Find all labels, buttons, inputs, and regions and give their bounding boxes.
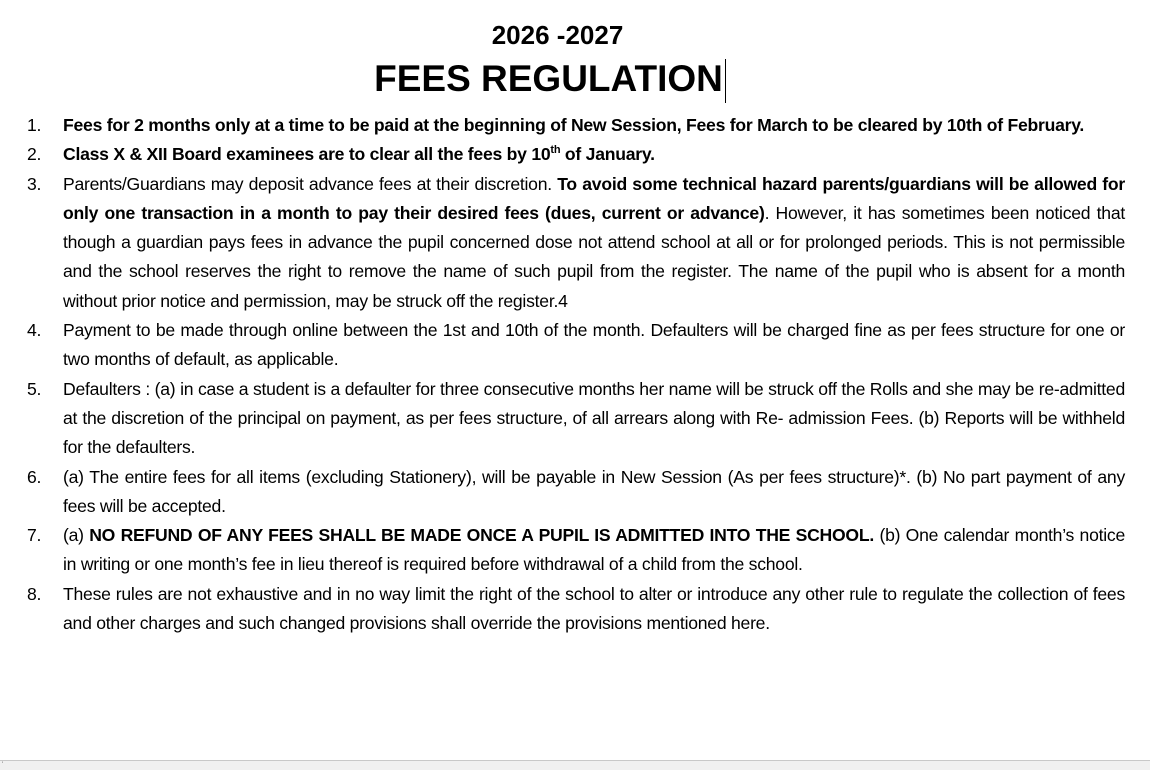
rule-text: Defaulters : (a) in case a student is a defaulter for three consecutive months her name will be struck off the Rolls and she may be re-admitted at the discretion of the principal on payment, as per fees structure, of all arrears along with Re- admission Fees. (b) Reports will be withheld for the defaulters.	[63, 378, 1125, 458]
rule-item	[27, 463, 1125, 522]
rule-number: 4.	[27, 320, 42, 341]
rules-list	[0, 111, 1125, 638]
rule-text: These rules are not exhaustive and in no way limit the right of the school to alter or introduce any other rule to regulate the collection of fees and other charges and such changed provisions shall override the provisions mentioned here.	[63, 583, 1125, 634]
rule-number: 8.	[27, 583, 42, 604]
status-mark: '	[2, 762, 4, 768]
rule-number: 7.	[27, 525, 42, 546]
rule-text-bold: Fees for 2 months only at a time to be paid at the beginning of New Session, Fees for March to be cleared by 10th of February.	[63, 115, 1085, 135]
rule-number: 1.	[27, 115, 42, 135]
document-title	[0, 58, 1100, 103]
rule-item	[27, 316, 1125, 375]
rule-text: Payment to be made through online between the 1st and 10th of the month. Defaulters will be charged fine as per fees structure for one or two months of default, as applicable.	[63, 320, 1125, 370]
rule-item	[27, 170, 1125, 316]
document-year: 2026 -2027	[491, 20, 624, 50]
rule-number: 6.	[27, 466, 42, 487]
rule-text-bold: of January.	[560, 144, 655, 165]
rule-item	[27, 580, 1125, 639]
rule-number: 3.	[27, 173, 42, 194]
rule-item	[27, 111, 1125, 140]
rule-text: Parents/Guardians may deposit advance fees at their discretion.	[63, 173, 558, 194]
text-cursor	[725, 59, 726, 103]
rule-item	[27, 521, 1126, 580]
rule-number: 2.	[27, 144, 42, 165]
rule-text: (b) One calendar month’s notice in writing or one month’s fee in lieu thereof is required before withdrawal of a child from the school.	[63, 525, 1126, 575]
rule-text-bold: NO REFUND OF ANY FEES SHALL BE MADE ONCE A PUPIL IS ADMITTED INTO THE SCHOOL.	[89, 525, 874, 546]
rule-text-bold: Class X & XII Board examinees are to clear all the fees by 10	[63, 144, 551, 165]
rule-text: (a) The entire fees for all items (excluding Stationery), will be payable in New Session (As per fees structure)*. (b) No part payment of any fees will be accepted.	[63, 466, 1125, 516]
rule-item	[27, 375, 1125, 463]
rule-text-bold: To avoid some technical hazard parents/guardians will be allowed for only one transaction in a month to pay their desired fees (dues, current or advance)	[63, 173, 1125, 223]
rule-text: (a)	[63, 525, 90, 546]
rule-number: 5.	[27, 378, 42, 399]
rule-text-bold: th	[550, 144, 561, 157]
title-text: FEES REGULATION	[374, 58, 723, 99]
rule-text: . However, it has sometimes been noticed that though a guardian pays fees in advance the pupil concerned dose not attend school at all or for prolonged periods. This is not permissible and the school reserves the right to remove the name of such pupil from the register. The name of the pupil who is absent for a month without prior notice and permission, may be struck off the register.4	[63, 202, 1125, 311]
rule-item	[27, 140, 1125, 169]
